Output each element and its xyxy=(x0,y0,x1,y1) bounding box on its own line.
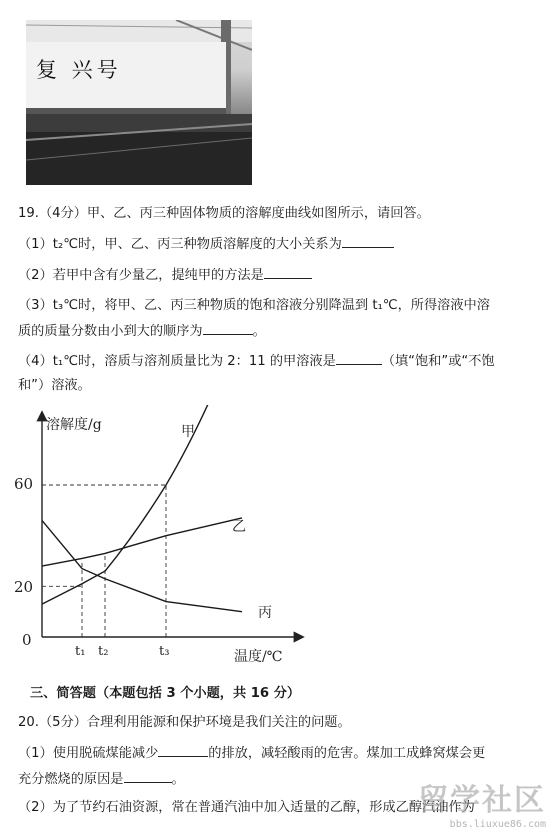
q19-title: 19.（4分）甲、乙、丙三种固体物质的溶解度曲线如图所示，请回答。 xyxy=(18,206,430,221)
series-label-bing: 丙 xyxy=(258,605,272,621)
q19-part3-line1: （3）t₃℃时，将甲、乙、丙三种物质的饱和溶液分别降温到 t₁℃，所得溶液中溶 xyxy=(18,298,490,313)
q19-part3-text: 质的质量分数由小到大的顺序为 xyxy=(18,324,203,339)
train-illustration xyxy=(26,20,252,185)
answer-blank[interactable] xyxy=(336,352,382,365)
x-axis-label: 温度/℃ xyxy=(234,649,283,665)
watermark-url: bbs.liuxue86.com xyxy=(449,819,546,830)
y-tick-label: 0 xyxy=(22,631,32,649)
q20-part1-end: 的排放，减轻酸雨的危害。煤加工成蜂窝煤会更 xyxy=(208,746,486,761)
x-tick-label: t₂ xyxy=(98,644,109,659)
q20-part1b-end: 。 xyxy=(171,772,185,787)
watermark-logo-text: 留学社区 xyxy=(418,783,546,818)
answer-blank[interactable] xyxy=(203,322,253,335)
train-name-text: 复 兴号 xyxy=(36,58,122,82)
solubility-curve-bing xyxy=(42,520,242,611)
q19-part4-text: （4）t₁℃时，溶质与溶剂质量比为 2：11 的甲溶液是 xyxy=(18,354,336,369)
q19-part2-text: （2）若甲中含有少量乙，提纯甲的方法是 xyxy=(18,268,264,283)
train-photo xyxy=(26,20,252,185)
solubility-chart xyxy=(12,405,312,667)
q20-part2: （2）为了节约石油资源，常在普通汽油中加入适量的乙醇，形成乙醇汽油作为 xyxy=(18,800,475,815)
q19-part4-line1 xyxy=(18,352,495,371)
answer-blank[interactable] xyxy=(342,235,394,248)
q19-part3-line2 xyxy=(18,322,266,341)
x-tick-label: t₃ xyxy=(159,644,170,659)
q20-part1-line2 xyxy=(18,770,185,789)
series-label-jia: 甲 xyxy=(181,424,195,440)
q19-part4-end: （填“饱和”或“不饱 xyxy=(381,354,495,369)
q20-part1-line1 xyxy=(18,744,485,763)
y-tick-label: 60 xyxy=(14,475,34,493)
watermark xyxy=(418,775,546,830)
q19-part3-end: 。 xyxy=(252,324,266,339)
q19-part4-line2: 和”）溶液。 xyxy=(18,378,91,393)
q19-part1 xyxy=(18,235,394,254)
y-axis-label: 溶解度/g xyxy=(46,417,102,433)
solubility-curve-yi xyxy=(42,518,242,566)
q19-part1-text: （1）t₂℃时，甲、乙、丙三种物质溶解度的大小关系为 xyxy=(18,237,342,252)
y-tick-label: 20 xyxy=(14,578,34,596)
q20-part1b-text: 充分燃烧的原因是 xyxy=(18,772,124,787)
q20-part1-text: （1）使用脱硫煤能减少 xyxy=(18,746,159,761)
q19-part2 xyxy=(18,266,312,285)
x-tick-label: t₁ xyxy=(75,644,86,659)
answer-blank[interactable] xyxy=(158,744,208,757)
section3-title: 三、简答题（本题包括 3 个小题，共 16 分） xyxy=(30,686,301,701)
answer-blank[interactable] xyxy=(264,266,312,279)
series-label-yi: 乙 xyxy=(232,519,246,535)
answer-blank[interactable] xyxy=(124,770,172,783)
q20-title: 20.（5分）合理利用能源和保护环境是我们关注的问题。 xyxy=(18,715,351,730)
